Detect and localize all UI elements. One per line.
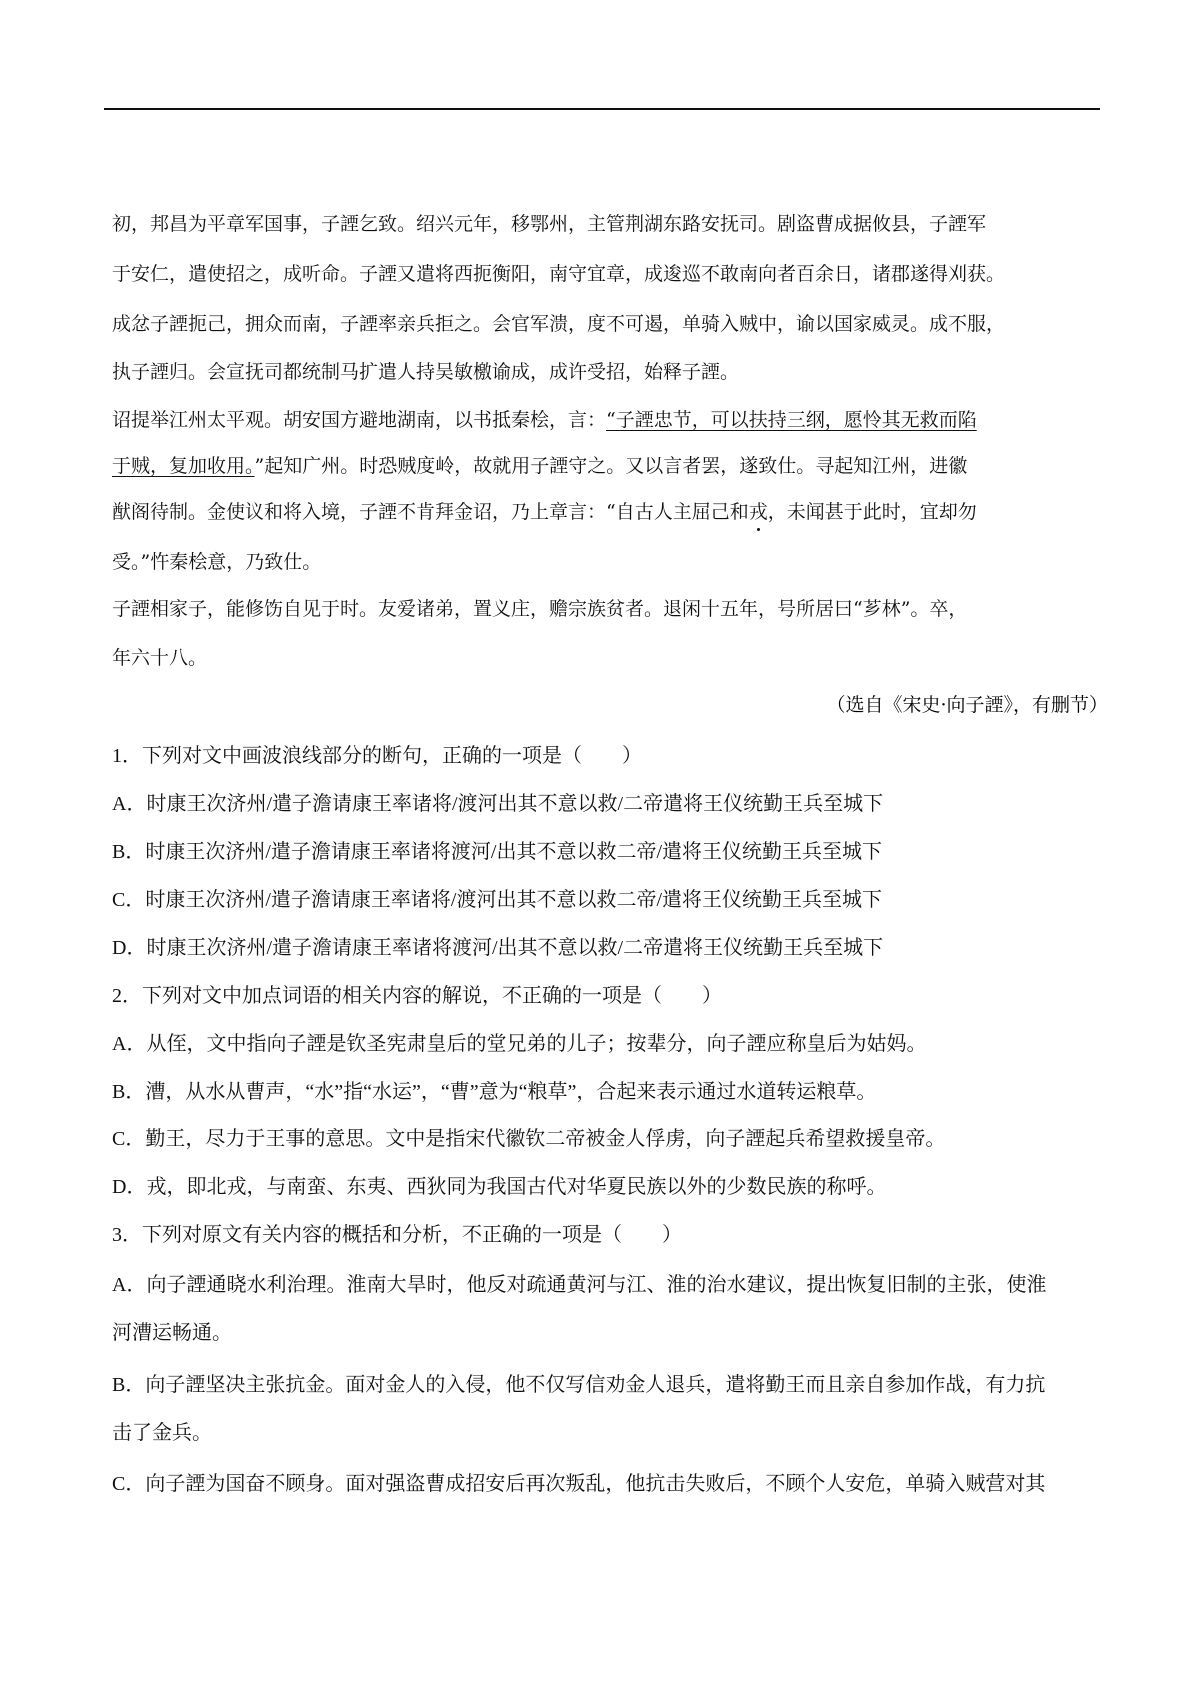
- passage-line: 执子諲归。会宣抚司都统制马扩遣人持吴敏檄谕成，成许受招，始释子諲。: [112, 361, 740, 383]
- passage-line: [112, 451, 967, 478]
- q2-option-d: D．戎，即北戎，与南蛮、东夷、西狄同为我国古代对华夏民族以外的少数民族的称呼。: [112, 1176, 887, 1198]
- passage-text: 诏提举江州太平观。胡安国方避地湖南，以书抵秦桧，言：: [112, 409, 607, 431]
- passage-text: ”起知广州。时恐贼度岭，故就用子諲守之。又以言者罢，遂致仕。寻起知江州，进徽: [254, 455, 968, 477]
- header-rule: [104, 108, 1100, 110]
- q3-option-b: B．向子諲坚决主张抗金。面对金人的入侵，他不仅写信劝金人退兵，遣将勤王而且亲自参加作战，有力抗: [112, 1374, 1046, 1396]
- q1-option-d: D．时康王次济州/遣子澹请康王率诸将渡河/出其不意以救/二帝遣将王仪统勤王兵至城下: [112, 937, 884, 959]
- question-3-stem: 3．下列对原文有关内容的概括和分析，不正确的一项是（ ）: [112, 1224, 682, 1246]
- q2-option-c: C．勤王，尽力于王事的意思。文中是指宋代徽钦二帝被金人俘虏，向子諲起兵希望救援皇帝。: [112, 1128, 946, 1150]
- passage-text: ，未闻甚于此时，宜却勿: [767, 501, 977, 523]
- passage-line: 受。”忤秦桧意，乃致仕。: [112, 551, 322, 573]
- q3-option-a: A．向子諲通晓水利治理。淮南大旱时，他反对疏通黄河与江、淮的治水建议，提出恢复旧制的主张，使淮: [112, 1274, 1047, 1296]
- passage-line: 成忿子諲扼己，拥众而南，子諲率亲兵拒之。会官军溃，度不可遏，单骑入贼中，谕以国家威灵。成不服，: [112, 313, 1006, 335]
- q1-option-a: A．时康王次济州/遣子澹请康王率诸将/渡河出其不意以救/二帝遣将王仪统勤王兵至城下: [112, 793, 884, 815]
- underlined-quote: 于贼，复加收用。: [112, 455, 255, 477]
- q3-option-c: C．向子諲为国奋不顾身。面对强盗曹成招安后再次叛乱，他抗击失败后，不顾个人安危，单骑入贼营对其: [112, 1473, 1046, 1495]
- q3-option-a-cont: 河漕运畅通。: [112, 1322, 232, 1344]
- passage-line: [112, 405, 977, 432]
- source-citation: （选自《宋史·向子諲》，有删节）: [826, 694, 1108, 716]
- underlined-quote: “子諲忠节，可以扶持三纲，愿怜其无救而陷: [606, 409, 977, 431]
- passage-line: 于安仁，遣使招之，成听命。子諲又遣将西扼衡阳，南守宜章，成逡巡不敢南向者百余日，诸郡遂得刈获。: [112, 263, 1006, 285]
- q3-option-b-cont: 击了金兵。: [112, 1422, 212, 1444]
- passage-line: 初，邦昌为平章军国事，子諲乞致。绍兴元年，移鄂州，主管荆湖东路安抚司。剧盗曹成据攸县，子諲军: [112, 213, 987, 235]
- passage-text: 猷阁待制。金使议和将入境，子諲不肯拜金诏，乃上章言：“自古人主屈己和: [112, 501, 749, 523]
- q2-option-b: B．漕，从水从曹声，“水”指“水运”，“曹”意为“粮草”，合起来表示通过水道转运粮草。: [112, 1081, 877, 1103]
- passage-line: [112, 497, 977, 524]
- passage-line: 子諲相家子，能修饬自见于时。友爱诸弟，置义庄，赡宗族贫者。退闲十五年，号所居曰“芗林”。卒，: [112, 598, 968, 620]
- emphasis-dotted-word: 戎: [749, 497, 768, 524]
- q1-option-b: B．时康王次济州/遣子澹请康王率诸将渡河/出其不意以救二帝/遣将王仪统勤王兵至城下: [112, 841, 883, 863]
- q2-option-a: A．从侄，文中指向子諲是钦圣宪肃皇后的堂兄弟的儿子；按辈分，向子諲应称皇后为姑妈。: [112, 1033, 927, 1055]
- question-2-stem: 2．下列对文中加点词语的相关内容的解说，不正确的一项是（ ）: [112, 985, 722, 1007]
- q1-option-c: C．时康王次济州/遣子澹请康王率诸将/渡河出其不意以救二帝/遣将王仪统勤王兵至城下: [112, 889, 883, 911]
- question-1-stem: 1．下列对文中画波浪线部分的断句，正确的一项是（ ）: [112, 745, 642, 767]
- passage-line: 年六十八。: [112, 647, 208, 669]
